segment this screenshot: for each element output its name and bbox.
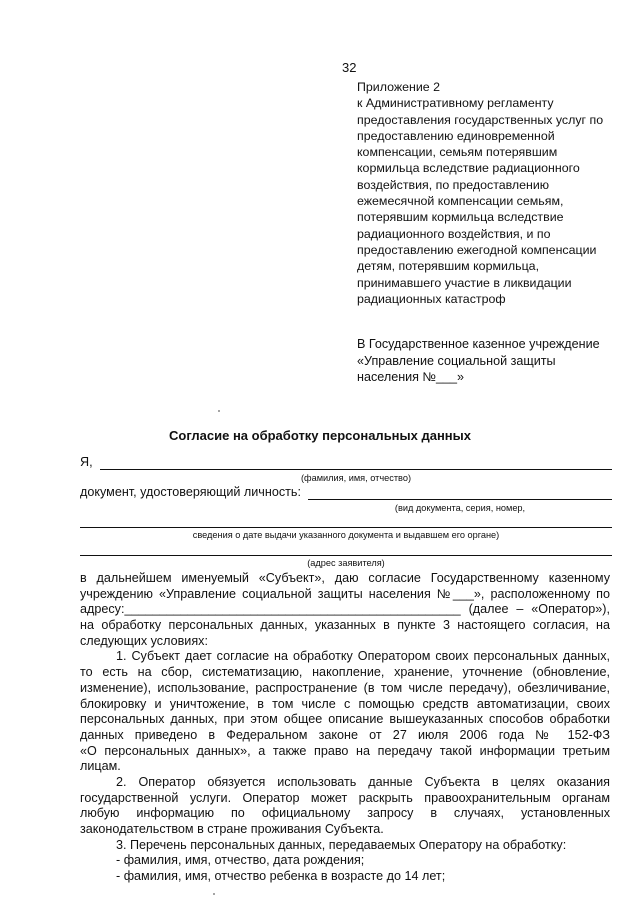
body-line: в дальнейшем именуемый «Субъект», даю согласие Государственному казенному — [80, 571, 610, 585]
addressee-block — [357, 336, 627, 386]
body-line: - фамилия, имя, отчество, дата рождения; — [116, 853, 365, 868]
body-line: законодательством в стране проживания Субъекта. — [80, 822, 384, 836]
body-line: адресу:________________________________________________ (далее – «Оператор»), — [80, 602, 610, 617]
appendix-line: принимавшего участие в ликвидации — [357, 275, 572, 290]
appendix-line: радиационного воздействия, и по — [357, 226, 551, 241]
body-line: 3. Перечень персональных данных, передаваемых Оператору на обработку: — [116, 837, 567, 852]
scan-speck — [218, 410, 220, 412]
appendix-line: воздействия, по предоставлению — [357, 177, 550, 192]
body-line: государственной услуги. Оператор может раскрыть правоохранительным органам — [80, 790, 610, 805]
body-line: персональных данных, при этом общее описание вышеуказанных способов обработки — [80, 712, 610, 727]
appendix-line: радиационных катастроф — [357, 291, 506, 306]
body-line: на обработку персональных данных, указанных в пункте 3 настоящего согласия, на — [80, 618, 610, 633]
consent-body — [80, 571, 610, 885]
appendix-line: компенсации, семьям потерявшим — [357, 145, 558, 160]
appendix-line: Приложение 2 — [357, 80, 441, 94]
appendix-line: предоставлению ежегодной компенсации — [357, 242, 597, 257]
doc-caption: (вид документа, серия, номер, — [394, 503, 526, 513]
body-line: данных приведено в Федеральном законе от 27 июля 2006 года № 152-ФЗ — [80, 727, 610, 742]
ya-label: Я, — [80, 455, 93, 469]
appendix-line: к Административному регламенту — [357, 96, 554, 111]
body-line: изменение), использование, распространение (в том числе передачу), обезличивание, — [80, 680, 610, 695]
body-line: лицам. — [80, 759, 121, 774]
body-line: следующих условиях: — [80, 633, 208, 648]
appendix-line: детям, потерявшим кормильца, — [357, 259, 540, 274]
fio-caption: (фамилия, имя, отчество) — [300, 473, 412, 483]
doc-label: документ, удостоверяющий личность: — [80, 485, 301, 499]
scan-speck — [213, 893, 215, 895]
doc-field-line[interactable] — [308, 499, 612, 500]
body-line: блокировку и уничтожение, в том числе с помощью средств автоматизации, своих — [80, 696, 610, 711]
appendix-line: предоставлению единовременной — [357, 128, 555, 143]
body-line: «О персональных данных», а также право на передачу такой информации третьим — [80, 743, 610, 758]
body-line: любую информацию по официальному запросу в случаях, установленных — [80, 806, 610, 821]
body-line: учреждению «Управление социальной защиты населения №___», расположенному по — [80, 586, 610, 601]
addressee-line: населения №___» — [357, 370, 465, 384]
appendix-heading-block — [357, 79, 627, 307]
page-number: 32 — [342, 60, 357, 75]
body-line: то есть на сбор, систематизацию, накопление, хранение, уточнение (обновление, — [80, 665, 610, 680]
appendix-line: потерявшим кормильца вследствие — [357, 210, 564, 225]
body-line: 1. Субъект дает согласие на обработку Оператором своих персональных данных, — [116, 649, 610, 664]
fio-field-line[interactable] — [100, 469, 612, 470]
addressee-line: «Управление социальной защиты — [357, 353, 556, 368]
address-caption: (адрес заявителя) — [307, 558, 385, 568]
appendix-line: ежемесячной компенсации семьям, — [357, 194, 564, 209]
document-title: Согласие на обработку персональных данных — [168, 428, 471, 443]
address-field-line[interactable] — [80, 555, 612, 556]
body-line: 2. Оператор обязуется использовать данные Субъекта в целях оказания — [116, 774, 610, 789]
appendix-line: кормильца вследствие радиационного — [357, 161, 580, 176]
appendix-line: предоставления государственных услуг по — [357, 112, 604, 127]
issue-caption: сведения о дате выдачи указанного документа и выдавшем его органе) — [192, 530, 500, 540]
issue-field-line[interactable] — [80, 527, 612, 528]
addressee-line: В Государственное казенное учреждение — [357, 337, 600, 351]
body-line: - фамилия, имя, отчество ребенка в возрасте до 14 лет; — [116, 869, 446, 884]
